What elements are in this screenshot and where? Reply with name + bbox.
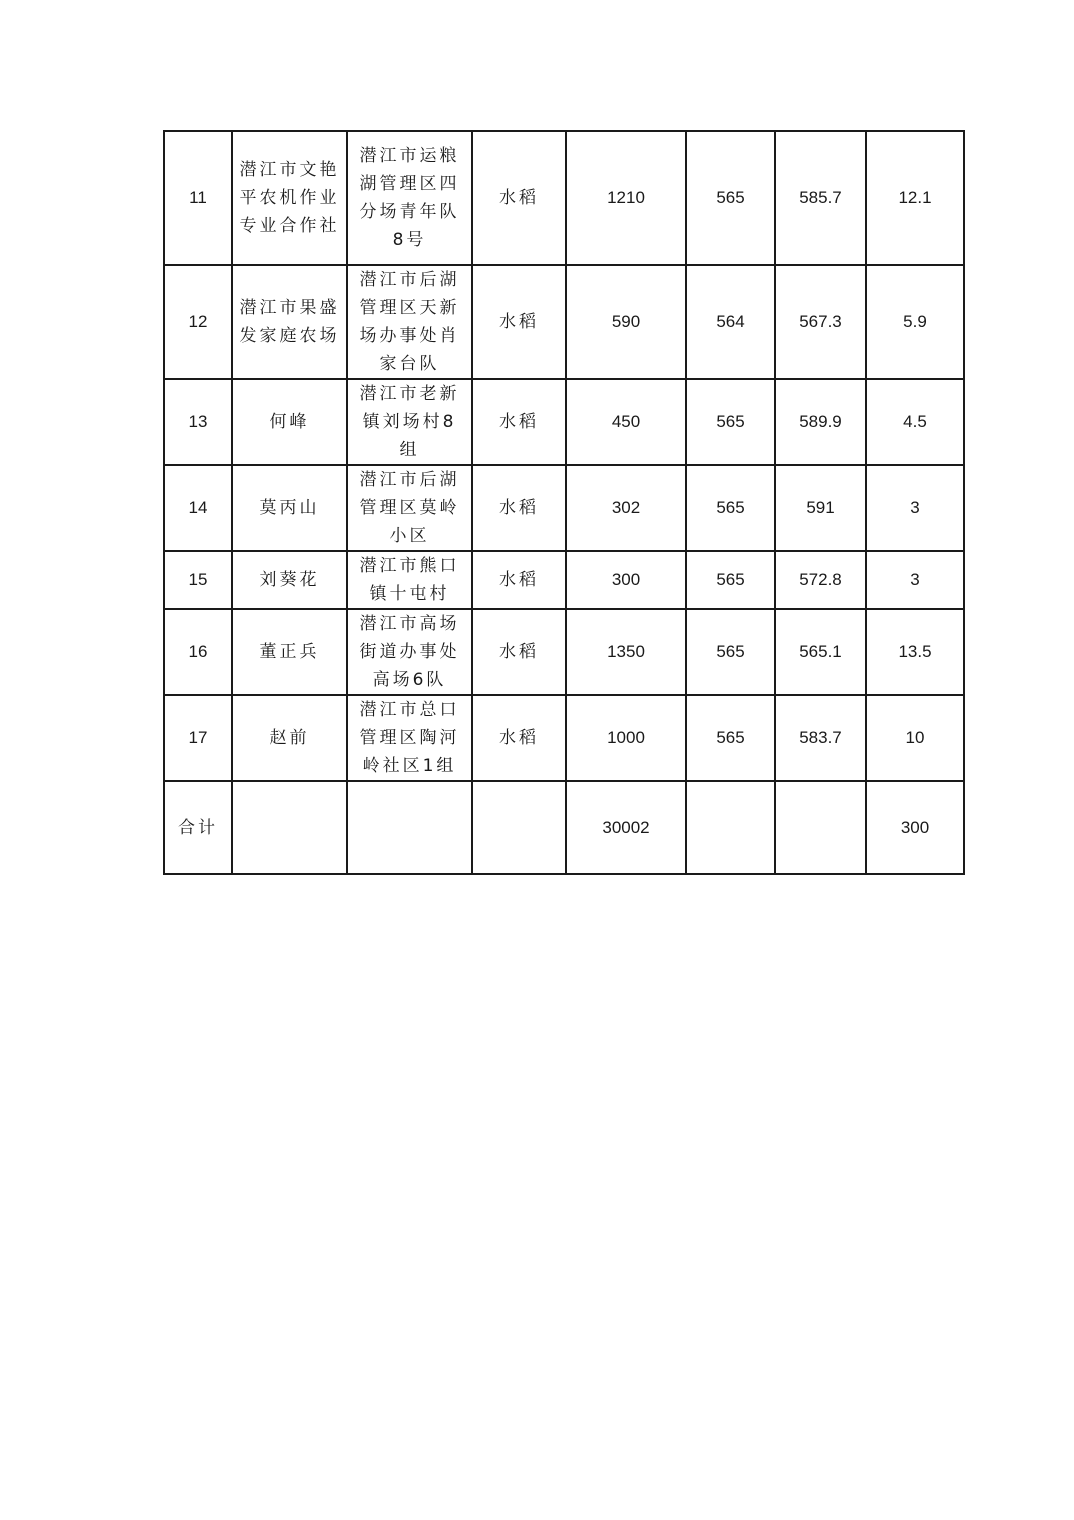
- table-row: [164, 265, 964, 379]
- table-row: [164, 551, 964, 609]
- cell-area: 302: [566, 465, 686, 551]
- cell-address: [347, 695, 472, 781]
- cell-area: 450: [566, 379, 686, 465]
- cell-crop: 水稻: [472, 465, 566, 551]
- table-body: [164, 131, 964, 874]
- cell-actual: 583.7: [775, 695, 866, 781]
- cell-actual: 589.9: [775, 379, 866, 465]
- cell-address-text: 潜江市后湖管理区天新场办事处肖家台队: [359, 270, 460, 374]
- cell-actual: 572.8: [775, 551, 866, 609]
- cell-actual: 567.3: [775, 265, 866, 379]
- cell-target: 565: [686, 465, 775, 551]
- cell-name: [232, 131, 347, 265]
- cell-name: 莫丙山: [232, 465, 347, 551]
- cell-name: 赵前: [232, 695, 347, 781]
- total-label: 合计: [164, 781, 232, 874]
- cell-crop: 水稻: [472, 551, 566, 609]
- cell-target: 565: [686, 551, 775, 609]
- cell-amount: 4.5: [866, 379, 964, 465]
- cell-name: [232, 265, 347, 379]
- cell-target: 564: [686, 265, 775, 379]
- cell-empty: [775, 781, 866, 874]
- table-row: [164, 609, 964, 695]
- cell-address-text: 潜江市老新镇刘场村8组: [359, 384, 460, 460]
- cell-amount: 3: [866, 551, 964, 609]
- cell-target: 565: [686, 379, 775, 465]
- cell-name: 何峰: [232, 379, 347, 465]
- cell-target: 565: [686, 131, 775, 265]
- cell-address-text: 潜江市后湖管理区莫岭小区: [359, 470, 460, 546]
- cell-amount: 13.5: [866, 609, 964, 695]
- cell-crop: 水稻: [472, 379, 566, 465]
- cell-actual: 565.1: [775, 609, 866, 695]
- table-row: [164, 131, 964, 265]
- cell-no: 11: [164, 131, 232, 265]
- cell-address-text: 潜江市总口管理区陶河岭社区1组: [359, 700, 460, 776]
- cell-amount: 10: [866, 695, 964, 781]
- cell-address: [347, 265, 472, 379]
- total-area: 30002: [566, 781, 686, 874]
- cell-empty: [232, 781, 347, 874]
- cell-address: [347, 131, 472, 265]
- cell-actual: 591: [775, 465, 866, 551]
- cell-name-text: 潜江市文艳平农机作业专业合作社: [239, 160, 340, 236]
- cell-name: 董正兵: [232, 609, 347, 695]
- cell-no: 13: [164, 379, 232, 465]
- cell-address-text: 潜江市熊口镇十屯村: [359, 556, 460, 604]
- data-table: [163, 130, 965, 875]
- total-row: [164, 781, 964, 874]
- cell-address-text: 潜江市高场街道办事处高场6队: [359, 614, 460, 690]
- cell-amount: 5.9: [866, 265, 964, 379]
- cell-target: 565: [686, 695, 775, 781]
- cell-amount: 3: [866, 465, 964, 551]
- cell-address: [347, 465, 472, 551]
- cell-no: 17: [164, 695, 232, 781]
- cell-crop: 水稻: [472, 265, 566, 379]
- table-row: [164, 695, 964, 781]
- cell-area: 1350: [566, 609, 686, 695]
- cell-area: 590: [566, 265, 686, 379]
- cell-crop: 水稻: [472, 695, 566, 781]
- cell-empty: [347, 781, 472, 874]
- cell-no: 15: [164, 551, 232, 609]
- total-amount: 300: [866, 781, 964, 874]
- cell-area: 300: [566, 551, 686, 609]
- cell-amount: 12.1: [866, 131, 964, 265]
- cell-empty: [472, 781, 566, 874]
- cell-area: 1000: [566, 695, 686, 781]
- cell-empty: [686, 781, 775, 874]
- cell-address: [347, 609, 472, 695]
- cell-no: 12: [164, 265, 232, 379]
- cell-address: [347, 551, 472, 609]
- cell-name-text: 潜江市果盛发家庭农场: [239, 298, 340, 346]
- cell-name: 刘葵花: [232, 551, 347, 609]
- cell-crop: 水稻: [472, 609, 566, 695]
- cell-no: 16: [164, 609, 232, 695]
- table-row: [164, 465, 964, 551]
- cell-area: 1210: [566, 131, 686, 265]
- cell-actual: 585.7: [775, 131, 866, 265]
- cell-no: 14: [164, 465, 232, 551]
- cell-address: [347, 379, 472, 465]
- cell-target: 565: [686, 609, 775, 695]
- cell-address-text: 潜江市运粮湖管理区四分场青年队8号: [359, 146, 460, 250]
- cell-crop: 水稻: [472, 131, 566, 265]
- table-row: [164, 379, 964, 465]
